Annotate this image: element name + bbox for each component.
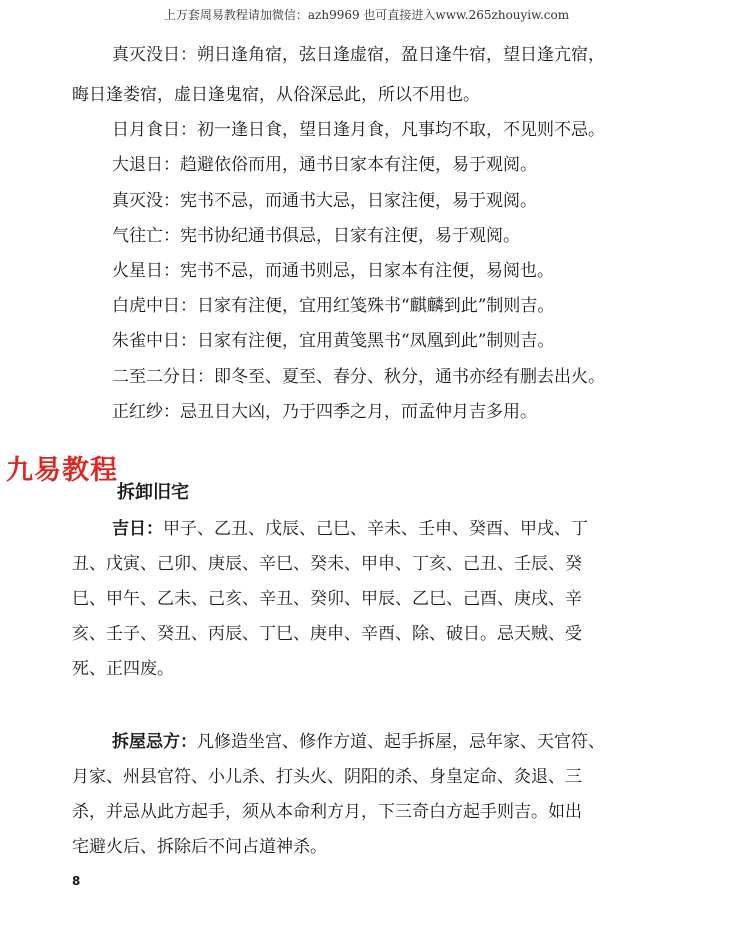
paragraph-line: 二至二分日：即冬至、夏至、春分、秋分，通书亦经有删去出火。: [112, 367, 605, 387]
taboo-direction-text: 凡修造坐宫、修作方道、起手拆屋，忌年家、天官符、: [197, 732, 605, 752]
paragraph-line: 火星日：宪书不忌，而通书则忌，日家本有注便，易阅也。: [112, 261, 554, 281]
taboo-direction-line: 杀，并忌从此方起手，须从本命利方月，下三奇白方起手则吉。如出: [72, 802, 582, 822]
paragraph-line: 真灭没日：朔日逢角宿，弦日逢虚宿，盈日逢牛宿，望日逢亢宿，: [112, 45, 605, 65]
auspicious-days-text: 甲子、乙丑、戊辰、己巳、辛未、壬申、癸酉、甲戌、丁: [163, 519, 588, 539]
auspicious-days-line: 死、正四废。: [72, 659, 174, 679]
auspicious-days-line: 巳、甲午、乙未、己亥、辛丑、癸卯、甲辰、乙巳、己酉、庚戌、辛: [72, 589, 582, 609]
auspicious-days-line: 丑、戊寅、己卯、庚辰、辛巳、癸未、甲申、丁亥、己丑、壬辰、癸: [72, 554, 582, 574]
paragraph-line: 大退日：趋避依俗而用，通书日家本有注便，易于观阅。: [112, 155, 537, 175]
watermark-logo: 九易教程: [6, 455, 118, 486]
paragraph-line: 白虎中日：日家有注便，宜用红笺殊书“麒麟到此”制则吉。: [112, 296, 555, 316]
paragraph-line: 日月食日：初一逢日食，望日逢月食，凡事均不取，不见则不忌。: [112, 120, 605, 140]
taboo-direction-label: 拆屋忌方：: [112, 732, 197, 752]
section-title: 拆卸旧宅: [117, 482, 189, 503]
paragraph-line: 正红纱：忌丑日大凶，乃于四季之月，而孟仲月吉多用。: [112, 402, 537, 422]
page-header: 上万套周易教程请加微信：azh9969 也可直接进入www.265zhouyiw.com: [163, 8, 570, 22]
taboo-direction-line: 宅避火后、拆除后不问占道神杀。: [72, 837, 327, 857]
auspicious-days-line: [112, 518, 588, 540]
paragraph-line: 朱雀中日：日家有注便，宜用黄笺黑书“凤凰到此”制则吉。: [112, 331, 555, 351]
paragraph-line: 气往亡：宪书协纪通书俱忌，日家有注便，易于观阅。: [112, 226, 520, 246]
auspicious-days-line: 亥、壬子、癸丑、丙辰、丁巳、庚申、辛酉、除、破日。忌天贼、受: [72, 624, 582, 644]
paragraph-line: 真灭没：宪书不忌，而通书大忌，日家注便，易于观阅。: [112, 191, 537, 211]
paragraph-line: 晦日逢娄宿，虚日逢鬼宿，从俗深忌此，所以不用也。: [72, 85, 480, 105]
taboo-direction-line: [112, 731, 605, 753]
taboo-direction-line: 月家、州县官符、小儿杀、打头火、阴阳的杀、身皇定命、灸退、三: [72, 767, 582, 787]
auspicious-days-label: 吉日：: [112, 519, 163, 539]
page-number: 8: [72, 874, 81, 888]
